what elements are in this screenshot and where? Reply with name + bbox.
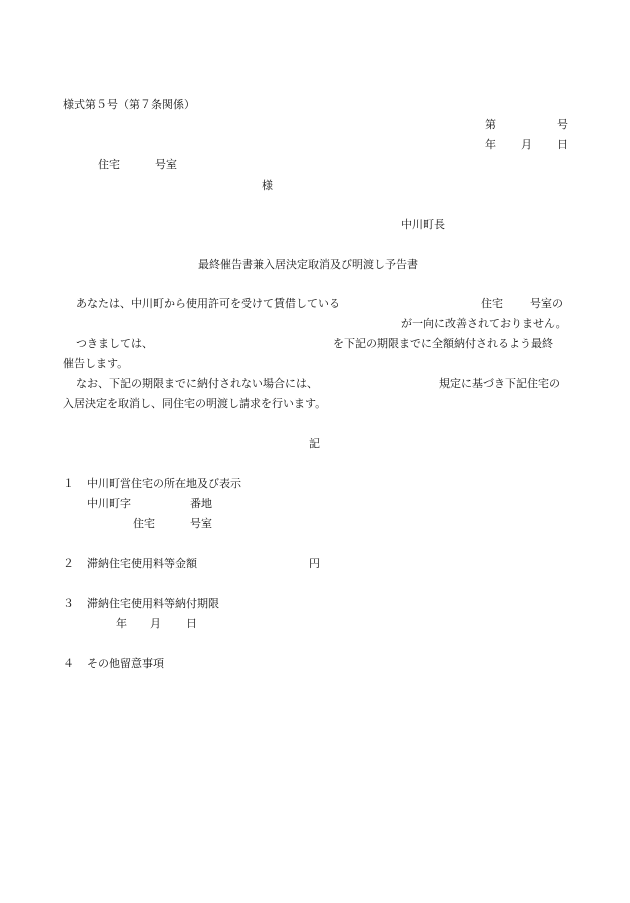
body-p3-a: なお、下記の期限までに納付されない場合には、	[76, 377, 318, 390]
item-1-housing: 住宅	[133, 517, 155, 530]
body-p3-b: 規定に基づき下記住宅の	[439, 377, 560, 390]
body-p2-b: を下記の期限までに全額納付されるよう最終	[333, 337, 553, 350]
item-2-title: 滞納住宅使用料等金額	[87, 557, 197, 570]
item-3-year: 年	[116, 617, 127, 630]
item-3-day: 日	[186, 617, 197, 630]
ki-heading: 記	[309, 437, 320, 450]
form-label: 様式第５号（第７条関係）	[63, 98, 195, 111]
item-3-month: 月	[150, 617, 161, 630]
body-p1-b: が一向に改善されておりません。	[401, 317, 567, 330]
page-title: 最終催告書兼入居決定取消及び明渡し予告書	[198, 258, 418, 271]
item-2-yen: 円	[309, 557, 320, 570]
body-p3-c: 入居決定を取消し、同住宅の明渡し請求を行います。	[63, 397, 327, 410]
item-1-town: 中川町字	[87, 497, 131, 510]
issuer: 中川町長	[401, 218, 445, 231]
item-4-number: ４	[63, 657, 74, 670]
date-year: 年	[485, 138, 496, 151]
date-month: 月	[521, 138, 532, 151]
body-p1-housing: 住宅	[481, 297, 503, 310]
date-day: 日	[557, 138, 568, 151]
item-1-title: 中川町営住宅の所在地及び表示	[87, 477, 241, 490]
body-p1-room: 号室の	[530, 297, 563, 310]
item-1-banchi: 番地	[190, 497, 212, 510]
body-p1-a: あなたは、中川町から使用許可を受けて賃借している	[76, 297, 340, 310]
body-p2-c: 催告します。	[63, 357, 129, 370]
item-2-number: ２	[63, 557, 74, 570]
item-3-title: 滞納住宅使用料等納付期限	[87, 597, 219, 610]
item-3-number: ３	[63, 597, 74, 610]
addressee-housing: 住宅	[98, 158, 120, 171]
item-1-room: 号室	[190, 517, 212, 530]
number-dai: 第	[485, 118, 496, 131]
item-4-title: その他留意事項	[87, 657, 164, 670]
addressee-room: 号室	[155, 158, 177, 171]
number-go: 号	[557, 118, 568, 131]
body-p2-a: つきましては、	[76, 337, 153, 350]
item-1-number: １	[63, 477, 74, 490]
addressee-sama: 様	[262, 179, 273, 192]
